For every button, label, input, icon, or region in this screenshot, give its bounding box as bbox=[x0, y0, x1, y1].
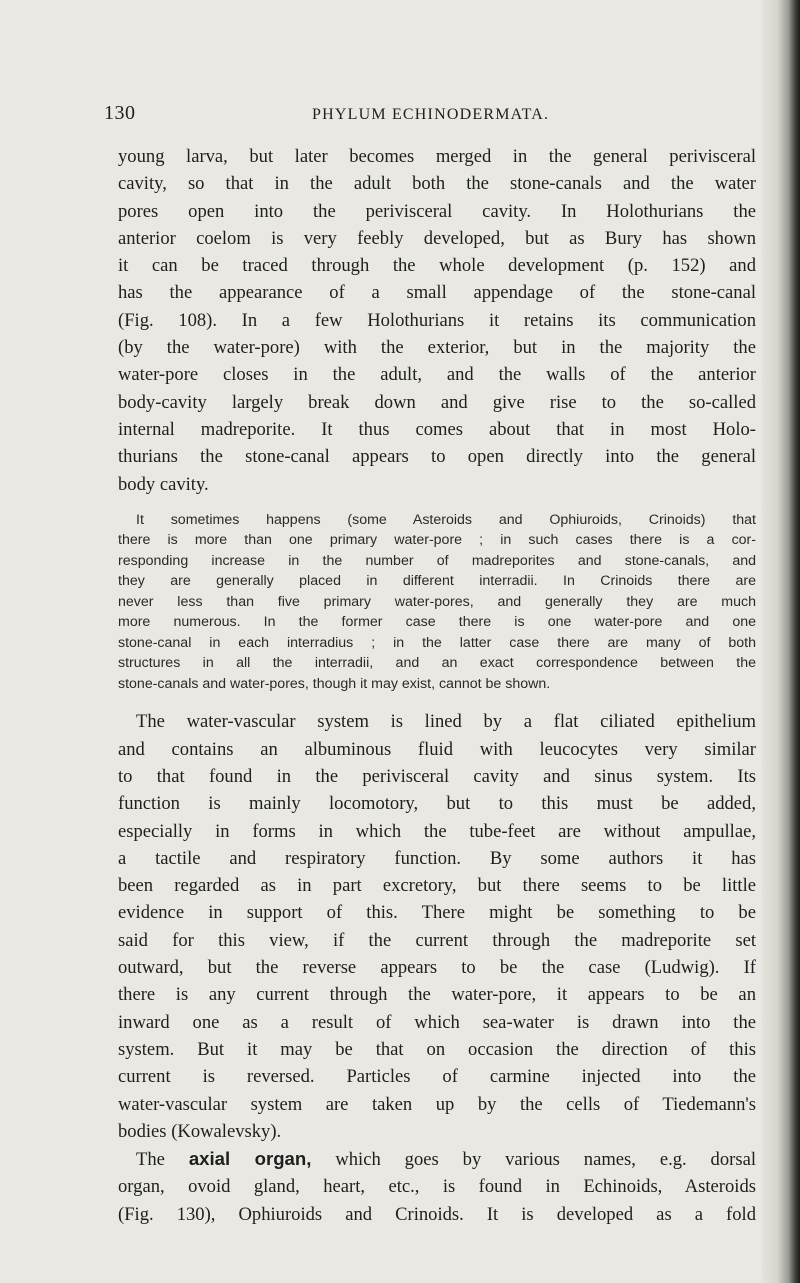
text-line: anterior coelom is very feebly developed, but as Bury has shown bbox=[118, 227, 756, 249]
footnote bbox=[118, 510, 756, 695]
text-line: has the appearance of a small appendage of the stone-canal bbox=[118, 282, 756, 304]
text-line: (Fig. 108). In a few Holothurians it retains its communication bbox=[118, 309, 756, 331]
text-line: it can be traced through the whole development (p. 152) and bbox=[118, 255, 756, 277]
text-line: body-cavity largely break down and give rise to the so-called bbox=[118, 391, 756, 413]
text-line: young larva, but later becomes merged in the general perivisceral bbox=[118, 146, 756, 167]
text-line: thurians the stone-canal appears to open directly into the general bbox=[118, 446, 756, 468]
footnote-line: stone-canal in each interradius ; in the latter case there are many of both bbox=[118, 634, 756, 651]
text-line: said for this view, if the current through the madreporite set bbox=[118, 929, 756, 951]
text-line: internal madreporite. It thus comes about that in most Holo- bbox=[118, 418, 756, 440]
text-line: water-vascular system are taken up by the cells of Tiedemann's bbox=[118, 1093, 756, 1115]
text-line: cavity, so that in the adult both the stone-canals and the water bbox=[118, 173, 756, 195]
footnote-line: more numerous. In the former case there is one water-pore and one bbox=[118, 614, 756, 631]
text-line: a tactile and respiratory function. By some authors it has bbox=[118, 847, 756, 869]
footnote-line: never less than five primary water-pores, and generally they are much bbox=[118, 593, 756, 610]
text-line: body cavity. bbox=[118, 473, 209, 495]
page-number: 130 bbox=[104, 102, 136, 124]
text-run: which goes by various names, e.g. dorsal bbox=[335, 1149, 756, 1171]
paragraph-3 bbox=[118, 1145, 756, 1228]
text-line: bodies (Kowalevsky). bbox=[118, 1120, 282, 1142]
running-head: PHYLUM ECHINODERMATA. bbox=[312, 106, 550, 123]
page-header bbox=[104, 102, 744, 130]
text-line: system. But it may be that on occasion the direction of this bbox=[118, 1038, 756, 1060]
text-line: organ, ovoid gland, heart, etc., is found in Echinoids, Asteroids bbox=[118, 1176, 756, 1198]
text-line: (Fig. 130), Ophiuroids and Crinoids. It is developed as a fold bbox=[118, 1203, 756, 1225]
text-line: been regarded as in part excretory, but there seems to be little bbox=[118, 875, 756, 897]
text-line: outward, but the reverse appears to be the case (Ludwig). If bbox=[118, 957, 756, 979]
text-line: function is mainly locomotory, but to this must be added, bbox=[118, 793, 756, 815]
footnote-line: responding increase in the number of madreporites and stone-canals, and bbox=[118, 552, 756, 569]
footnote-line: they are generally placed in different interradii. In Crinoids there are bbox=[118, 573, 756, 590]
text-run: The bbox=[136, 1149, 165, 1171]
footnote-line: It sometimes happens (some Asteroids and Ophiuroids, Crinoids) that bbox=[136, 511, 756, 528]
page-edge-shadow bbox=[762, 0, 800, 1283]
text-line: (by the water-pore) with the exterior, but in the majority the bbox=[118, 337, 756, 359]
text-line: The water-vascular system is lined by a flat ciliated epithelium bbox=[136, 711, 756, 733]
paragraph-2 bbox=[118, 708, 756, 1145]
footnote-line: structures in all the interradii, and an exact correspondence between the bbox=[118, 655, 756, 672]
text-line: and contains an albuminous fluid with leucocytes very similar bbox=[118, 738, 756, 760]
paragraph-1 bbox=[118, 143, 756, 498]
footnote-line: there is more than one primary water-pore ; in such cases there is a cor- bbox=[118, 532, 756, 549]
text-line: especially in forms in which the tube-feet are without ampullae, bbox=[118, 820, 756, 842]
text-line bbox=[118, 1145, 756, 1173]
text-line: to that found in the perivisceral cavity and sinus system. Its bbox=[118, 765, 756, 787]
footnote-line: stone-canals and water-pores, though it may exist, cannot be shown. bbox=[118, 675, 551, 692]
text-line: there is any current through the water-pore, it appears to be an bbox=[118, 984, 756, 1006]
text-line: water-pore closes in the adult, and the walls of the anterior bbox=[118, 364, 756, 386]
text-line: pores open into the perivisceral cavity. In Holothurians the bbox=[118, 200, 756, 222]
text-line: evidence in support of this. There might be something to be bbox=[118, 902, 756, 924]
text-line: current is reversed. Particles of carmine injected into the bbox=[118, 1066, 756, 1088]
text-line: inward one as a result of which sea-water is drawn into the bbox=[118, 1011, 756, 1033]
body-text bbox=[118, 143, 756, 1228]
bold-term-axial-organ: axial organ, bbox=[188, 1148, 312, 1170]
